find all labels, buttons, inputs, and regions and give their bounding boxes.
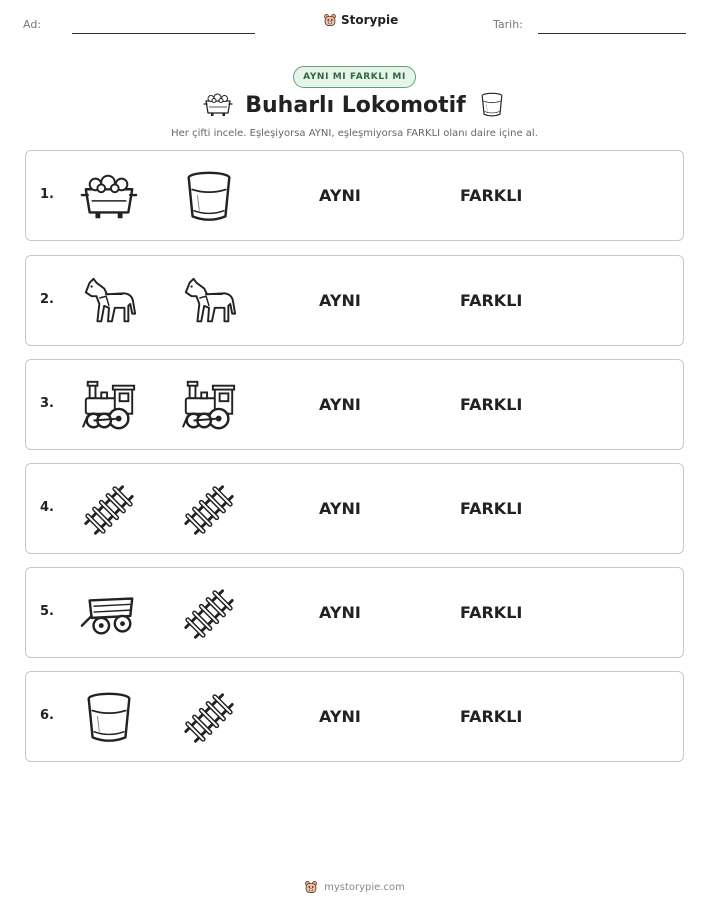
question-row	[25, 150, 684, 241]
name-label: Ad:	[23, 18, 42, 31]
question-row	[25, 567, 684, 658]
different-option[interactable]: FARKLI	[460, 186, 523, 205]
same-option[interactable]: AYNI	[319, 291, 361, 310]
question-row	[25, 359, 684, 450]
date-line[interactable]	[538, 33, 686, 34]
question-number: 3.	[40, 396, 54, 411]
steam-locomotive-icon	[180, 377, 238, 435]
name-line[interactable]	[72, 33, 255, 34]
date-label: Tarih:	[493, 18, 523, 31]
question-number: 4.	[40, 500, 54, 515]
question-row	[25, 255, 684, 346]
question-number: 5.	[40, 604, 54, 619]
bucket-icon	[478, 90, 506, 120]
same-option[interactable]: AYNI	[319, 707, 361, 726]
same-option[interactable]: AYNI	[319, 395, 361, 414]
bucket-icon	[80, 689, 138, 747]
railway-track-icon	[80, 481, 138, 539]
same-option[interactable]: AYNI	[319, 186, 361, 205]
different-option[interactable]: FARKLI	[460, 603, 523, 622]
coal-cart-icon	[203, 90, 233, 120]
steam-locomotive-icon	[80, 377, 138, 435]
coal-cart-icon	[80, 168, 138, 226]
railway-track-icon	[180, 481, 238, 539]
bucket-icon	[180, 168, 238, 226]
question-number: 2.	[40, 292, 54, 307]
question-number: 6.	[40, 708, 54, 723]
horse-icon	[180, 273, 238, 331]
question-number: 1.	[40, 187, 54, 202]
storypie-logo-icon	[323, 13, 337, 27]
title-row	[0, 90, 709, 120]
footer	[0, 880, 709, 894]
worksheet-type-badge: AYNI MI FARKLI MI	[293, 66, 416, 88]
brand-name: Storypie	[341, 13, 399, 27]
instructions: Her çifti incele. Eşleşiyorsa AYNI, eşleşmiyorsa FARKLI olanı daire içine al.	[171, 128, 538, 139]
same-option[interactable]: AYNI	[319, 499, 361, 518]
different-option[interactable]: FARKLI	[460, 707, 523, 726]
storypie-logo-icon	[304, 880, 318, 894]
page-title: Buharlı Lokomotif	[245, 92, 466, 118]
railway-track-icon	[180, 689, 238, 747]
different-option[interactable]: FARKLI	[460, 291, 523, 310]
different-option[interactable]: FARKLI	[460, 395, 523, 414]
different-option[interactable]: FARKLI	[460, 499, 523, 518]
footer-url[interactable]: mystorypie.com	[324, 881, 405, 893]
horse-icon	[80, 273, 138, 331]
same-option[interactable]: AYNI	[319, 603, 361, 622]
question-row	[25, 671, 684, 762]
wagon-icon	[80, 585, 138, 643]
brand	[323, 13, 398, 27]
question-row	[25, 463, 684, 554]
railway-track-icon	[180, 585, 238, 643]
